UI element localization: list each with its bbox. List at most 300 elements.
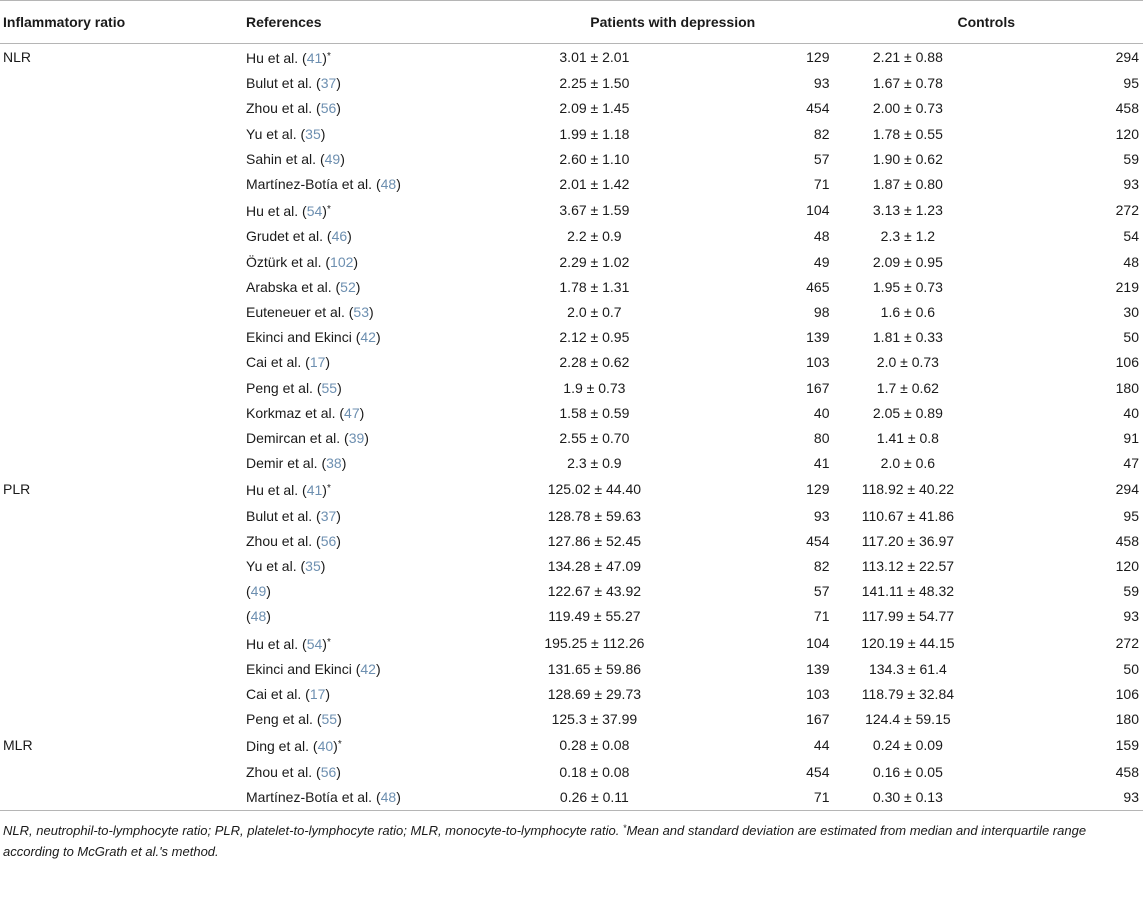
controls-mean-sd: 124.4 ± 59.15 bbox=[865, 711, 951, 728]
patients-n: 57 bbox=[813, 150, 830, 167]
table-row bbox=[0, 401, 1143, 426]
reference-author: Yu et al. ( bbox=[246, 558, 306, 575]
controls-n: 159 bbox=[1115, 737, 1139, 754]
table-row bbox=[0, 604, 1143, 629]
reference-cell bbox=[246, 682, 516, 707]
reference-citation-link: 102 bbox=[330, 253, 354, 270]
patients-n: 139 bbox=[806, 329, 830, 346]
reference-author: Ding et al. ( bbox=[246, 738, 318, 755]
table-row bbox=[0, 760, 1143, 785]
reference-close-paren: ) bbox=[266, 608, 271, 625]
controls-mean-sd: 113.12 ± 22.57 bbox=[861, 558, 955, 575]
reference-citation-link: 53 bbox=[353, 304, 369, 321]
patients-n: 454 bbox=[806, 532, 830, 549]
table-row bbox=[0, 451, 1143, 476]
controls-mean-sd: 118.92 ± 40.22 bbox=[861, 481, 955, 498]
patients-n: 139 bbox=[806, 660, 830, 677]
patients-n: 454 bbox=[806, 763, 830, 780]
patients-n: 82 bbox=[813, 125, 830, 142]
ratio-label-cell bbox=[0, 682, 246, 707]
table-row bbox=[0, 96, 1143, 121]
controls-mean-sd: 1.87 ± 0.80 bbox=[872, 176, 943, 193]
reference-author: Arabska et al. ( bbox=[246, 278, 341, 295]
table-row bbox=[0, 250, 1143, 275]
table-row bbox=[0, 325, 1143, 350]
table-row bbox=[0, 197, 1143, 224]
controls-n: 120 bbox=[1115, 558, 1139, 575]
reference-close-paren: ) bbox=[325, 354, 331, 371]
reference-asterisk: * bbox=[326, 204, 331, 216]
patients-n: 454 bbox=[806, 100, 830, 117]
controls-n: 30 bbox=[1123, 304, 1139, 321]
patients-n: 48 bbox=[813, 228, 830, 245]
reference-close-paren: ) bbox=[353, 253, 359, 270]
reference-author: ( bbox=[246, 608, 251, 625]
reference-author: Cai et al. ( bbox=[246, 354, 310, 371]
controls-mean-sd: 1.41 ± 0.8 bbox=[876, 430, 939, 447]
reference-cell bbox=[246, 504, 516, 529]
reference-author: Grudet et al. ( bbox=[246, 228, 332, 245]
reference-citation-link: 48 bbox=[380, 788, 397, 805]
patients-mean-sd: 127.86 ± 52.45 bbox=[547, 532, 642, 549]
reference-cell bbox=[246, 300, 516, 325]
header-controls: Controls bbox=[957, 14, 1016, 30]
ratio-label-cell bbox=[0, 96, 246, 121]
reference-author: Korkmaz et al. ( bbox=[246, 404, 345, 421]
footnote-text: NLR, neutrophil-to-lymphocyte ratio; PLR, platelet-to-lymphocyte ratio; MLR, monocyte-to-lymphocyte ratio. bbox=[3, 823, 623, 839]
reference-cell bbox=[246, 172, 516, 197]
reference-author: Peng et al. ( bbox=[246, 379, 322, 396]
reference-author: Öztürk et al. ( bbox=[246, 253, 331, 270]
reference-cell bbox=[246, 250, 516, 275]
reference-cell bbox=[246, 785, 516, 811]
table-row bbox=[0, 707, 1143, 732]
ratio-label-cell bbox=[0, 504, 246, 529]
patients-n: 41 bbox=[813, 455, 830, 472]
patients-mean-sd: 2.28 ± 0.62 bbox=[559, 354, 630, 371]
reference-citation-link: 54 bbox=[306, 635, 323, 652]
reference-close-paren: ) bbox=[322, 203, 327, 220]
ratio-label-cell bbox=[0, 224, 246, 249]
reference-cell bbox=[246, 197, 516, 224]
reference-citation-link: 52 bbox=[340, 278, 356, 295]
ratio-label-cell bbox=[0, 760, 246, 785]
controls-mean-sd: 1.67 ± 0.78 bbox=[872, 75, 943, 92]
ratio-label-cell: MLR bbox=[3, 737, 33, 754]
controls-n: 50 bbox=[1123, 660, 1139, 677]
reference-author: Martínez-Botía et al. ( bbox=[246, 176, 381, 193]
patients-mean-sd: 2.01 ± 1.42 bbox=[559, 176, 630, 193]
reference-citation-link: 35 bbox=[305, 558, 321, 575]
header-row bbox=[0, 1, 1143, 44]
reference-cell bbox=[246, 96, 516, 121]
table-row bbox=[0, 682, 1143, 707]
controls-mean-sd: 0.24 ± 0.09 bbox=[872, 737, 943, 754]
reference-cell bbox=[246, 732, 516, 759]
patients-mean-sd: 2.25 ± 1.50 bbox=[559, 75, 630, 92]
ratio-label-cell bbox=[0, 451, 246, 476]
table-footnote bbox=[0, 818, 1123, 862]
reference-citation-link: 42 bbox=[360, 329, 376, 346]
controls-n: 106 bbox=[1115, 686, 1139, 703]
patients-mean-sd: 195.25 ± 112.26 bbox=[544, 634, 645, 651]
patients-mean-sd: 1.99 ± 1.18 bbox=[559, 125, 630, 142]
reference-cell bbox=[246, 426, 516, 451]
patients-mean-sd: 2.29 ± 1.02 bbox=[559, 253, 630, 270]
controls-n: 106 bbox=[1115, 354, 1139, 371]
reference-citation-link: 40 bbox=[317, 738, 334, 755]
controls-mean-sd: 118.79 ± 32.84 bbox=[861, 686, 955, 703]
table-row bbox=[0, 147, 1143, 172]
controls-n: 91 bbox=[1123, 430, 1139, 447]
reference-citation-link: 46 bbox=[331, 228, 348, 245]
table-row bbox=[0, 122, 1143, 147]
patients-n: 44 bbox=[813, 737, 830, 754]
reference-close-paren: ) bbox=[396, 176, 401, 193]
reference-author: Demir et al. ( bbox=[246, 455, 327, 472]
reference-author: Zhou et al. ( bbox=[246, 100, 321, 117]
reference-cell bbox=[246, 604, 516, 629]
reference-citation-link: 48 bbox=[380, 176, 397, 193]
reference-asterisk: * bbox=[326, 51, 331, 62]
reference-author: Demircan et al. ( bbox=[246, 430, 349, 447]
ratio-label-cell bbox=[0, 376, 246, 401]
reference-citation-link: 55 bbox=[321, 711, 338, 728]
controls-n: 93 bbox=[1123, 788, 1139, 805]
reference-cell bbox=[246, 476, 516, 503]
table-row bbox=[0, 529, 1143, 554]
controls-n: 180 bbox=[1115, 379, 1139, 396]
table-row bbox=[0, 172, 1143, 197]
reference-author: Bulut et al. ( bbox=[246, 75, 321, 92]
controls-n: 180 bbox=[1115, 711, 1139, 728]
patients-n: 82 bbox=[813, 558, 830, 575]
reference-author: Ekinci and Ekinci ( bbox=[246, 660, 361, 677]
reference-close-paren: ) bbox=[336, 763, 341, 780]
reference-citation-link: 42 bbox=[360, 660, 376, 677]
reference-citation-link: 48 bbox=[250, 608, 267, 625]
ratio-label-cell bbox=[0, 71, 246, 96]
reference-cell bbox=[246, 760, 516, 785]
ratio-label-cell bbox=[0, 147, 246, 172]
reference-cell bbox=[246, 529, 516, 554]
reference-citation-link: 17 bbox=[309, 354, 326, 371]
reference-asterisk: * bbox=[337, 739, 342, 751]
reference-citation-link: 55 bbox=[321, 379, 338, 396]
patients-mean-sd: 125.3 ± 37.99 bbox=[551, 711, 638, 728]
reference-close-paren: ) bbox=[368, 304, 374, 321]
reference-cell bbox=[246, 451, 516, 476]
table-row bbox=[0, 504, 1143, 529]
header-patients: Patients with depression bbox=[590, 14, 756, 30]
table-header bbox=[0, 1, 1143, 44]
reference-close-paren: ) bbox=[355, 278, 361, 295]
controls-n: 458 bbox=[1115, 100, 1139, 117]
table-row bbox=[0, 785, 1143, 811]
reference-author: Cai et al. ( bbox=[246, 686, 310, 703]
ratio-label-cell bbox=[0, 426, 246, 451]
reference-author: Sahin et al. ( bbox=[246, 150, 325, 167]
patients-mean-sd: 2.55 ± 0.70 bbox=[559, 430, 630, 447]
reference-close-paren: ) bbox=[337, 379, 342, 396]
reference-asterisk: * bbox=[326, 636, 331, 648]
reference-citation-link: 49 bbox=[250, 583, 267, 600]
patients-n: 104 bbox=[806, 634, 830, 651]
reference-citation-link: 38 bbox=[326, 455, 342, 472]
patients-mean-sd: 2.12 ± 0.95 bbox=[559, 329, 630, 346]
controls-mean-sd: 2.09 ± 0.95 bbox=[872, 253, 943, 270]
ratio-label-cell bbox=[0, 350, 246, 375]
reference-close-paren: ) bbox=[364, 430, 369, 447]
reference-author: Hu et al. ( bbox=[246, 203, 307, 220]
reference-close-paren: ) bbox=[336, 532, 341, 549]
patients-mean-sd: 131.65 ± 59.86 bbox=[547, 660, 642, 677]
reference-close-paren: ) bbox=[336, 75, 341, 92]
reference-cell bbox=[246, 630, 516, 657]
table-row bbox=[0, 657, 1143, 682]
reference-close-paren: ) bbox=[396, 788, 401, 805]
footnote-text2: Mean and standard deviation are estimated from median and interquartile range according to McGrath et al.'s method. bbox=[3, 823, 1087, 860]
controls-n: 120 bbox=[1115, 125, 1139, 142]
reference-close-paren: ) bbox=[375, 329, 381, 346]
controls-mean-sd: 1.81 ± 0.33 bbox=[872, 329, 943, 346]
patients-n: 71 bbox=[813, 176, 830, 193]
controls-mean-sd: 2.00 ± 0.73 bbox=[872, 100, 943, 117]
header-references: References bbox=[246, 14, 322, 30]
patients-n: 103 bbox=[806, 354, 830, 371]
patients-n: 71 bbox=[813, 608, 830, 625]
patients-mean-sd: 125.02 ± 44.40 bbox=[547, 481, 642, 498]
patients-mean-sd: 0.26 ± 0.11 bbox=[559, 788, 629, 805]
reference-citation-link: 37 bbox=[320, 507, 337, 524]
patients-n: 80 bbox=[813, 430, 830, 447]
controls-mean-sd: 1.6 ± 0.6 bbox=[880, 304, 936, 321]
controls-n: 93 bbox=[1123, 608, 1139, 625]
ratio-label-cell bbox=[0, 401, 246, 426]
reference-citation-link: 56 bbox=[320, 532, 337, 549]
reference-close-paren: ) bbox=[375, 660, 381, 677]
controls-n: 47 bbox=[1123, 455, 1139, 472]
controls-mean-sd: 0.30 ± 0.13 bbox=[872, 788, 943, 805]
table-row bbox=[0, 300, 1143, 325]
table-row bbox=[0, 554, 1143, 579]
patients-mean-sd: 0.18 ± 0.08 bbox=[559, 763, 630, 780]
patients-mean-sd: 2.3 ± 0.9 bbox=[567, 455, 622, 472]
controls-mean-sd: 1.90 ± 0.62 bbox=[872, 150, 943, 167]
patients-n: 93 bbox=[813, 75, 830, 92]
table-row bbox=[0, 476, 1143, 503]
header-inflammatory-ratio: Inflammatory ratio bbox=[3, 14, 126, 30]
patients-n: 104 bbox=[806, 202, 830, 219]
controls-n: 59 bbox=[1123, 583, 1139, 600]
controls-n: 458 bbox=[1115, 763, 1139, 780]
controls-mean-sd: 134.3 ± 61.4 bbox=[869, 660, 947, 677]
reference-citation-link: 56 bbox=[320, 100, 337, 117]
reference-cell bbox=[246, 376, 516, 401]
patients-mean-sd: 128.78 ± 59.63 bbox=[547, 507, 642, 524]
reference-close-paren: ) bbox=[266, 583, 271, 600]
patients-n: 98 bbox=[813, 304, 830, 321]
controls-mean-sd: 2.0 ± 0.6 bbox=[880, 455, 936, 472]
controls-n: 272 bbox=[1115, 202, 1139, 219]
controls-n: 50 bbox=[1123, 329, 1139, 346]
patients-n: 57 bbox=[813, 583, 830, 600]
reference-asterisk: * bbox=[326, 483, 331, 495]
reference-author: Zhou et al. ( bbox=[246, 532, 321, 549]
patients-n: 129 bbox=[806, 481, 830, 498]
reference-citation-link: 41 bbox=[306, 50, 323, 66]
patients-mean-sd: 122.67 ± 43.92 bbox=[547, 583, 642, 600]
patients-n: 40 bbox=[813, 404, 830, 421]
ratio-label-cell bbox=[0, 275, 246, 300]
reference-close-paren: ) bbox=[322, 635, 327, 652]
reference-author: Hu et al. ( bbox=[246, 50, 307, 66]
ratio-label-cell bbox=[0, 630, 246, 657]
table-row bbox=[0, 224, 1143, 249]
table-body bbox=[0, 44, 1143, 811]
table-row bbox=[0, 630, 1143, 657]
controls-n: 95 bbox=[1123, 75, 1139, 92]
patients-mean-sd: 1.9 ± 0.73 bbox=[563, 379, 626, 396]
reference-citation-link: 47 bbox=[344, 404, 360, 421]
patients-n: 167 bbox=[806, 379, 830, 396]
ratio-label-cell bbox=[0, 122, 246, 147]
controls-mean-sd: 2.3 ± 1.2 bbox=[880, 228, 936, 245]
ratio-label-cell: NLR bbox=[3, 49, 32, 65]
controls-mean-sd: 117.20 ± 36.97 bbox=[861, 532, 955, 549]
reference-citation-link: 49 bbox=[324, 150, 341, 167]
patients-mean-sd: 2.2 ± 0.9 bbox=[567, 228, 622, 245]
reference-cell bbox=[246, 325, 516, 350]
controls-n: 54 bbox=[1123, 228, 1139, 245]
controls-mean-sd: 117.99 ± 54.77 bbox=[861, 608, 955, 625]
reference-close-paren: ) bbox=[359, 404, 365, 421]
reference-close-paren: ) bbox=[322, 482, 327, 499]
reference-cell bbox=[246, 147, 516, 172]
patients-mean-sd: 0.28 ± 0.08 bbox=[559, 737, 630, 754]
reference-close-paren: ) bbox=[337, 711, 342, 728]
reference-close-paren: ) bbox=[347, 228, 352, 245]
reference-author: Peng et al. ( bbox=[246, 711, 322, 728]
table-row bbox=[0, 376, 1143, 401]
reference-close-paren: ) bbox=[320, 558, 326, 575]
table-row bbox=[0, 579, 1143, 604]
reference-cell bbox=[246, 350, 516, 375]
reference-close-paren: ) bbox=[340, 150, 345, 167]
controls-n: 458 bbox=[1115, 532, 1139, 549]
reference-cell bbox=[246, 657, 516, 682]
patients-n: 71 bbox=[813, 788, 830, 805]
reference-cell bbox=[246, 224, 516, 249]
table-row bbox=[0, 350, 1143, 375]
controls-mean-sd: 110.67 ± 41.86 bbox=[861, 507, 955, 524]
controls-mean-sd: 1.7 ± 0.62 bbox=[876, 379, 939, 396]
controls-n: 48 bbox=[1123, 253, 1139, 270]
ratio-label-cell bbox=[0, 300, 246, 325]
reference-cell bbox=[246, 707, 516, 732]
controls-n: 93 bbox=[1123, 176, 1139, 193]
controls-n: 95 bbox=[1123, 507, 1139, 524]
reference-close-paren: ) bbox=[336, 507, 341, 524]
patients-n: 167 bbox=[806, 711, 830, 728]
reference-cell bbox=[246, 44, 516, 72]
reference-author: Ekinci and Ekinci ( bbox=[246, 329, 361, 346]
patients-mean-sd: 3.67 ± 1.59 bbox=[559, 202, 630, 219]
controls-mean-sd: 2.0 ± 0.73 bbox=[876, 354, 939, 371]
ratio-label-cell bbox=[0, 197, 246, 224]
table-row bbox=[0, 71, 1143, 96]
reference-cell bbox=[246, 554, 516, 579]
reference-author: Euteneuer et al. ( bbox=[246, 304, 354, 321]
controls-n: 294 bbox=[1115, 481, 1139, 498]
ratio-label-cell bbox=[0, 604, 246, 629]
ratio-label-cell bbox=[0, 325, 246, 350]
table-row bbox=[0, 732, 1143, 759]
ratio-label-cell bbox=[0, 579, 246, 604]
reference-close-paren: ) bbox=[333, 738, 338, 755]
ratio-label-cell bbox=[0, 529, 246, 554]
patients-mean-sd: 134.28 ± 47.09 bbox=[547, 558, 642, 575]
reference-author: Zhou et al. ( bbox=[246, 763, 321, 780]
reference-cell bbox=[246, 579, 516, 604]
reference-cell bbox=[246, 71, 516, 96]
patients-n: 465 bbox=[806, 278, 830, 295]
reference-author: Hu et al. ( bbox=[246, 635, 307, 652]
controls-mean-sd: 141.11 ± 48.32 bbox=[861, 583, 955, 600]
ratio-label-cell bbox=[0, 707, 246, 732]
controls-mean-sd: 2.21 ± 0.88 bbox=[872, 49, 943, 65]
patients-n: 103 bbox=[806, 686, 830, 703]
reference-cell bbox=[246, 401, 516, 426]
table-row bbox=[0, 426, 1143, 451]
reference-close-paren: ) bbox=[341, 455, 347, 472]
ratio-label-cell bbox=[0, 250, 246, 275]
patients-mean-sd: 2.09 ± 1.45 bbox=[559, 100, 630, 117]
controls-mean-sd: 120.19 ± 44.15 bbox=[861, 634, 955, 651]
patients-mean-sd: 1.78 ± 1.31 bbox=[559, 278, 630, 295]
controls-mean-sd: 1.78 ± 0.55 bbox=[872, 125, 943, 142]
reference-author: Martínez-Botía et al. ( bbox=[246, 788, 381, 805]
reference-citation-link: 35 bbox=[305, 125, 321, 142]
table-row bbox=[0, 275, 1143, 300]
patients-mean-sd: 1.58 ± 0.59 bbox=[559, 404, 630, 421]
reference-citation-link: 37 bbox=[320, 75, 337, 92]
patients-mean-sd: 2.60 ± 1.10 bbox=[559, 150, 630, 167]
controls-n: 40 bbox=[1123, 404, 1139, 421]
ratio-label-cell: PLR bbox=[3, 481, 31, 498]
reference-author: ( bbox=[246, 583, 251, 600]
controls-n: 219 bbox=[1115, 278, 1139, 295]
reference-citation-link: 41 bbox=[306, 482, 323, 499]
controls-n: 59 bbox=[1123, 150, 1139, 167]
controls-mean-sd: 3.13 ± 1.23 bbox=[872, 202, 943, 219]
controls-n: 294 bbox=[1115, 49, 1139, 65]
ratio-label-cell bbox=[0, 172, 246, 197]
reference-cell bbox=[246, 275, 516, 300]
patients-mean-sd: 128.69 ± 29.73 bbox=[547, 686, 642, 703]
reference-close-paren: ) bbox=[320, 125, 326, 142]
patients-n: 93 bbox=[813, 507, 830, 524]
patients-mean-sd: 3.01 ± 2.01 bbox=[559, 49, 630, 65]
reference-author: Bulut et al. ( bbox=[246, 507, 321, 524]
reference-citation-link: 39 bbox=[348, 430, 365, 447]
reference-close-paren: ) bbox=[336, 100, 341, 117]
reference-citation-link: 54 bbox=[306, 203, 323, 220]
reference-close-paren: ) bbox=[325, 686, 331, 703]
patients-n: 49 bbox=[813, 253, 830, 270]
ratio-label-cell bbox=[0, 554, 246, 579]
footnote-star: * bbox=[622, 823, 627, 834]
